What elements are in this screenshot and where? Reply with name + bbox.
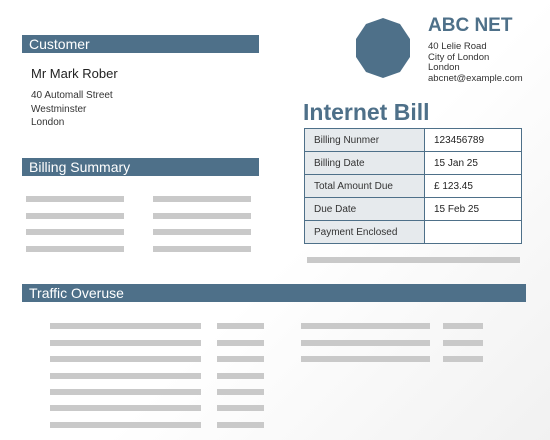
table-row: [305, 152, 522, 175]
traffic-overuse-heading-text: Traffic Overuse: [29, 285, 124, 301]
row-label: Total Amount Due: [305, 175, 425, 198]
placeholder-line: [50, 340, 201, 346]
placeholder-line: [50, 373, 201, 379]
customer-heading-text: Customer: [29, 36, 90, 52]
table-row: [305, 175, 522, 198]
table-row: [305, 221, 522, 244]
customer-address-line: 40 Automall Street: [31, 90, 113, 101]
placeholder-line: [217, 373, 264, 379]
row-label: Payment Enclosed: [305, 221, 425, 244]
placeholder-line: [443, 340, 483, 346]
customer-address: [31, 89, 113, 130]
placeholder-line: [217, 323, 264, 329]
company-address: [428, 42, 523, 84]
placeholder-line: [153, 229, 251, 235]
traffic-overuse-heading: [22, 284, 526, 302]
placeholder-line: [301, 323, 430, 329]
company-name: ABC NET: [428, 15, 513, 36]
customer-heading: [22, 35, 259, 53]
placeholder-line: [153, 246, 251, 252]
row-label: Billing Nunmer: [305, 129, 425, 152]
row-value: 123456789: [425, 129, 522, 152]
row-value: 15 Jan 25: [425, 152, 522, 175]
bill-details-table: [304, 128, 522, 244]
placeholder-line: [443, 323, 483, 329]
placeholder-line: [26, 246, 124, 252]
placeholder-line: [26, 213, 124, 219]
placeholder-line: [50, 323, 201, 329]
company-address-line: 40 Lelie Road: [428, 41, 487, 52]
placeholder-line: [217, 389, 264, 395]
bill-title: Internet Bill: [303, 99, 430, 125]
placeholder-line: [50, 389, 201, 395]
placeholder-line: [217, 356, 264, 362]
placeholder-line: [50, 405, 201, 411]
placeholder-line: [26, 196, 124, 202]
placeholder-line: [301, 356, 430, 362]
placeholder-line: [301, 340, 430, 346]
logo-shape: [356, 18, 410, 78]
table-row: [305, 129, 522, 152]
placeholder-line: [443, 356, 483, 362]
placeholder-line: [26, 229, 124, 235]
billing-summary-heading-text: Billing Summary: [29, 159, 131, 175]
row-label: Billing Date: [305, 152, 425, 175]
billing-summary-heading: [22, 158, 259, 176]
company-email: abcnet@example.com: [428, 72, 523, 84]
payment-enclosed-field[interactable]: [425, 221, 522, 244]
placeholder-line: [307, 257, 520, 263]
row-label: Due Date: [305, 198, 425, 221]
placeholder-line: [153, 196, 251, 202]
placeholder-line: [153, 213, 251, 219]
placeholder-line: [217, 422, 264, 428]
placeholder-line: [50, 356, 201, 362]
customer-name: Mr Mark Rober: [31, 66, 118, 81]
row-value: 15 Feb 25: [425, 198, 522, 221]
company-logo-icon: [355, 18, 411, 78]
customer-address-line: London: [31, 117, 65, 128]
placeholder-line: [50, 422, 201, 428]
row-value: £ 123.45: [425, 175, 522, 198]
placeholder-line: [217, 405, 264, 411]
table-row: [305, 198, 522, 221]
customer-address-line: Westminster: [31, 103, 87, 115]
company-address-line: City of London: [428, 51, 490, 63]
placeholder-line: [217, 340, 264, 346]
company-address-line: London: [428, 62, 460, 73]
